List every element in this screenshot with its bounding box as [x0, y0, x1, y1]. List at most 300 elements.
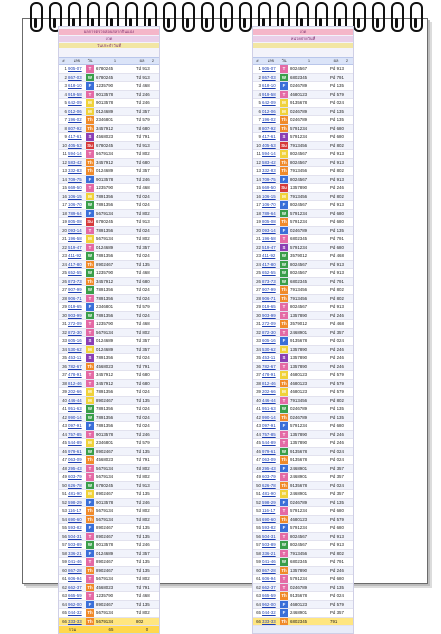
ticket-number-link[interactable]: 044-32 — [262, 610, 276, 615]
table-row — [59, 499, 159, 508]
table-row — [253, 133, 353, 142]
ticket-number-link[interactable]: 333-33 — [262, 618, 276, 624]
ticket-number-link[interactable]: 411-92 — [262, 253, 276, 258]
day-tag: F — [86, 601, 94, 609]
result-value: Pd 913 — [330, 542, 344, 547]
col-pin: เลข — [267, 58, 275, 63]
ticket-number-link[interactable]: 041-46 — [262, 559, 276, 564]
day-tag: S — [280, 354, 288, 362]
ticket-number-link[interactable]: 951-63 — [68, 406, 82, 411]
row-number: 4 — [258, 91, 261, 97]
row-number: 12 — [62, 159, 67, 165]
table-row — [253, 516, 353, 525]
ticket-number-link[interactable]: 690-60 — [68, 516, 82, 522]
result-code: 5791234 — [290, 210, 308, 216]
ticket-number-link[interactable]: 503-89 — [262, 542, 276, 547]
row-number: 63 — [256, 593, 261, 598]
day-tag: M — [280, 108, 288, 116]
result-value: Pd 246 — [330, 312, 344, 318]
day-tag: Th — [87, 363, 93, 369]
col-x: 2 — [151, 58, 155, 63]
ticket-number-link[interactable]: 598-29 — [262, 499, 276, 505]
result-code: 4680123 — [290, 389, 308, 394]
result-code: 9135678 — [290, 448, 308, 454]
ticket-number-link[interactable]: 519-47 — [68, 244, 82, 250]
ticket-number-link[interactable]: 196-02 — [68, 117, 82, 122]
ticket-number-link[interactable]: 789-64 — [262, 210, 276, 216]
ticket-number-link[interactable]: 665-59 — [68, 593, 82, 598]
row-number: 43 — [62, 423, 67, 428]
result-value: Td 135 — [136, 533, 150, 539]
row-number: 46 — [256, 448, 261, 454]
sheet-subtitle: หน่วยจ่ายวันที่ — [253, 36, 353, 42]
result-value: Td 913 — [136, 219, 150, 224]
ticket-number-link[interactable]: 805-08 — [68, 219, 82, 224]
result-code: 9013578 — [96, 431, 114, 437]
ticket-number-link[interactable]: 405-53 — [262, 142, 276, 148]
ticket-number-link[interactable]: 453-11 — [68, 355, 82, 360]
ticket-number-link[interactable]: 593-82 — [68, 525, 82, 530]
day-tag: F — [86, 210, 94, 218]
result-code: 1357890 — [290, 567, 308, 573]
ticket-number-link[interactable]: 012-06 — [262, 108, 276, 114]
result-value: Td 246 — [136, 499, 150, 505]
result-code: 7891356 — [96, 295, 114, 301]
ticket-number-link[interactable]: 990-14 — [68, 414, 82, 420]
ticket-number-link[interactable]: 446-44 — [262, 397, 276, 403]
result-code: 6780245 — [96, 66, 114, 71]
result-value: Td 802 — [136, 465, 150, 471]
day-tag: M — [86, 108, 94, 116]
result-value: Td 802 — [136, 210, 150, 216]
row-number: 15 — [62, 185, 67, 190]
result-value: Pd 680 — [330, 125, 344, 131]
ticket-number-link[interactable]: 544-89 — [262, 440, 276, 445]
result-value: Pd 135 — [330, 584, 344, 590]
result-code: 9135678 — [290, 100, 308, 105]
ticket-number-link[interactable]: 662-37 — [68, 584, 82, 590]
ticket-number-link[interactable]: 519-47 — [262, 244, 276, 250]
ticket-number-link[interactable]: 272-09 — [262, 321, 276, 326]
ticket-number-link[interactable]: 063-09 — [262, 457, 276, 462]
result-value: Td 802 — [136, 151, 150, 156]
result-code: 3457912 — [96, 125, 114, 131]
result-code: 6802345 — [290, 74, 308, 80]
result-value: Td 913 — [136, 142, 150, 148]
table-row — [59, 159, 159, 168]
ticket-number-link[interactable]: 044-32 — [68, 610, 82, 615]
ticket-number-link[interactable]: 478-91 — [68, 372, 82, 377]
ticket-number-link[interactable]: 446-44 — [68, 397, 82, 403]
result-code: 7913456 — [290, 397, 308, 403]
day-tag: W — [281, 278, 287, 284]
table-row — [253, 346, 353, 355]
result-value: Td 135 — [136, 448, 150, 454]
ticket-number-link[interactable]: 905-07 — [68, 66, 82, 71]
table-row — [253, 65, 353, 74]
day-tag: F — [280, 601, 288, 609]
result-code: 9013578 — [96, 100, 114, 105]
ticket-number-link[interactable]: 919-58 — [262, 91, 276, 97]
ticket-number-link[interactable]: 805-08 — [262, 219, 276, 224]
row-number: 60 — [256, 567, 261, 573]
ticket-number-link[interactable]: 603-79 — [262, 474, 276, 479]
day-tag: T — [86, 465, 94, 473]
day-tag: F — [280, 609, 288, 617]
ticket-number-link[interactable]: 405-53 — [68, 142, 82, 148]
result-value: Pd 802 — [330, 287, 344, 292]
ticket-number-link[interactable]: 478-91 — [262, 372, 276, 377]
ticket-number-link[interactable]: 202-66 — [68, 389, 82, 394]
ticket-number-link[interactable]: 295-43 — [262, 465, 276, 471]
table-row — [59, 99, 159, 108]
ticket-number-link[interactable]: 873-73 — [262, 278, 276, 284]
ticket-number-link[interactable]: 019-65 — [262, 304, 276, 309]
result-code: 5791234 — [290, 576, 308, 581]
row-number: 19 — [256, 219, 261, 224]
result-code: 5791234 — [290, 423, 308, 428]
result-value: Pd 579 — [330, 389, 344, 394]
result-value: Pd 913 — [330, 151, 344, 156]
ticket-number-link[interactable]: 503-89 — [68, 542, 82, 547]
ticket-number-link[interactable]: 665-59 — [262, 593, 276, 598]
day-tag: T — [280, 431, 288, 439]
row-number: 43 — [256, 423, 261, 428]
table-row — [59, 490, 159, 499]
day-tag: M — [280, 99, 288, 107]
ticket-number-link[interactable]: 867-28 — [68, 567, 82, 573]
row-number: 30 — [62, 312, 67, 318]
ticket-number-link[interactable]: 605-16 — [68, 338, 82, 343]
sheet-header — [59, 27, 159, 57]
result-code: 9013578 — [96, 499, 114, 505]
table-row — [253, 303, 353, 312]
binding-ring — [239, 2, 252, 32]
ticket-number-link[interactable]: 669-50 — [262, 185, 276, 190]
result-code: 8902467 — [96, 559, 114, 564]
day-tag: F — [280, 201, 288, 209]
day-tag: W — [87, 406, 93, 411]
day-tag: Th — [281, 516, 287, 522]
ticket-number-link[interactable]: 012-06 — [68, 108, 82, 114]
result-code: 7891356 — [96, 287, 114, 292]
ticket-number-link[interactable]: 196-58 — [262, 236, 276, 241]
row-number: 24 — [256, 261, 261, 267]
result-code: 7891356 — [96, 423, 114, 428]
ticket-number-link[interactable]: 709-75 — [68, 176, 82, 182]
table-row — [59, 295, 159, 304]
sheet-footer — [59, 626, 159, 633]
table-row — [253, 99, 353, 108]
result-code: 0246789 — [290, 117, 308, 122]
table-row — [253, 541, 353, 550]
day-tag: Th — [87, 516, 93, 522]
row-number: 16 — [62, 193, 67, 199]
row-number: 21 — [62, 236, 67, 241]
table-row — [59, 346, 159, 355]
ticket-number-link[interactable]: 919-58 — [68, 91, 82, 97]
ticket-number-link[interactable]: 106-70 — [262, 202, 276, 207]
ticket-number-link[interactable]: 757-85 — [262, 431, 276, 437]
result-value: Pd 135 — [330, 406, 344, 411]
result-value: Td 680 — [136, 125, 150, 131]
ticket-number-link[interactable]: 530-62 — [68, 346, 82, 352]
ticket-number-link[interactable]: 417-61 — [68, 134, 82, 139]
ticket-number-link[interactable]: 598-29 — [68, 499, 82, 505]
result-value: Td 135 — [136, 525, 150, 530]
ticket-number-link[interactable]: 642-09 — [68, 100, 82, 105]
ticket-number-link[interactable]: 093-14 — [262, 227, 276, 233]
ticket-number-link[interactable]: 453-11 — [262, 355, 276, 360]
table-row — [59, 218, 159, 227]
result-code: 5679134 — [96, 236, 114, 241]
ticket-number-link[interactable]: 626-78 — [68, 482, 82, 488]
ticket-number-link[interactable]: 504-31 — [68, 533, 82, 539]
ticket-number-link[interactable]: 332-83 — [68, 168, 82, 173]
day-tag: Th — [281, 168, 287, 173]
table-row — [253, 405, 353, 414]
result-rows — [59, 65, 159, 626]
table-row — [253, 176, 353, 185]
ticket-number-link[interactable]: 196-58 — [68, 236, 82, 241]
ticket-number-link[interactable]: 606-94 — [68, 576, 82, 581]
result-value: Pd 680 — [330, 134, 344, 139]
day-tag: W — [87, 253, 93, 258]
result-code: 8902467 — [96, 525, 114, 530]
ticket-number-link[interactable]: 196-02 — [262, 117, 276, 122]
sheet-footer — [253, 626, 353, 633]
ticket-number-link[interactable]: 873-73 — [68, 278, 82, 284]
col-price: ผล — [139, 58, 145, 63]
day-tag: W — [87, 312, 93, 318]
row-number: 10 — [62, 142, 67, 148]
table-row — [59, 184, 159, 193]
ticket-number-link[interactable]: 417-61 — [262, 134, 276, 139]
ticket-number-link[interactable]: 807-92 — [262, 125, 276, 131]
table-row — [59, 91, 159, 100]
ticket-number-link[interactable]: 782-67 — [262, 363, 276, 369]
ticket-number-link[interactable]: 951-63 — [262, 406, 276, 411]
ticket-number-link[interactable]: 906-71 — [68, 295, 82, 301]
ticket-number-link[interactable]: 544-89 — [68, 440, 82, 445]
ticket-number-link[interactable]: 202-66 — [262, 389, 276, 394]
row-number: 53 — [256, 508, 261, 513]
table-row — [59, 388, 159, 397]
row-number: 16 — [256, 193, 261, 199]
result-code: 4680123 — [290, 372, 308, 377]
day-tag: T — [86, 295, 94, 303]
day-tag: W — [87, 482, 93, 488]
ticket-number-link[interactable]: 662-37 — [262, 584, 276, 590]
ticket-number-link[interactable]: 903-99 — [68, 312, 82, 318]
row-number: 64 — [256, 601, 261, 607]
result-value: Pd 468 — [330, 253, 344, 258]
result-code: 4680123 — [290, 91, 308, 97]
row-number: 11 — [256, 151, 261, 156]
ticket-number-link[interactable]: 417-80 — [262, 261, 276, 267]
ticket-number-link[interactable]: 106-70 — [68, 202, 82, 207]
ticket-number-link[interactable]: 333-33 — [68, 618, 82, 624]
ticket-number-link[interactable]: 812-46 — [262, 380, 276, 386]
ticket-number-link[interactable]: 336-21 — [262, 550, 276, 556]
ticket-number-link[interactable]: 336-21 — [68, 550, 82, 556]
ticket-number-link[interactable]: 807-92 — [68, 125, 82, 131]
ticket-number-link[interactable]: 903-99 — [262, 312, 276, 318]
ticket-number-link[interactable]: 106-15 — [262, 193, 276, 199]
day-tag: T — [86, 533, 94, 541]
day-tag: T — [280, 397, 288, 405]
result-value: Td 357 — [136, 550, 150, 556]
result-value: Td 791 — [136, 457, 150, 462]
result-code: 0124689 — [96, 108, 114, 114]
result-code: 8902467 — [96, 601, 114, 607]
ticket-number-link[interactable]: 867-03 — [68, 74, 82, 80]
result-value: Td 913 — [136, 74, 150, 80]
ticket-number-link[interactable]: 332-83 — [262, 168, 276, 173]
ticket-number-link[interactable]: 652-55 — [262, 270, 276, 275]
day-tag: T — [86, 65, 94, 73]
ticket-number-link[interactable]: 504-31 — [262, 533, 276, 539]
row-number: 36 — [62, 363, 67, 369]
result-value: Pd 802 — [330, 193, 344, 199]
day-tag: Th — [281, 219, 287, 224]
ticket-number-link[interactable]: 642-09 — [262, 100, 276, 105]
day-tag: M — [280, 150, 288, 158]
ticket-number-link[interactable]: 606-94 — [262, 576, 276, 581]
result-value: Td 246 — [136, 91, 150, 97]
ticket-number-link[interactable]: 481-90 — [68, 491, 82, 496]
col-code: 1 — [307, 58, 311, 63]
ticket-number-link[interactable]: 019-65 — [68, 304, 82, 309]
result-value: Pd 024 — [330, 338, 344, 343]
result-value: Td 246 — [136, 100, 150, 105]
result-value: Td 024 — [136, 406, 150, 411]
ticket-number-link[interactable]: 812-46 — [68, 380, 82, 386]
table-row — [59, 286, 159, 295]
row-number: 44 — [62, 431, 67, 437]
table-row — [59, 618, 159, 627]
result-value: Pd 024 — [330, 457, 344, 462]
result-value: Pd 135 — [330, 227, 344, 233]
result-code: 4680123 — [290, 601, 308, 607]
table-row — [253, 380, 353, 389]
day-tag: M — [86, 397, 94, 405]
ticket-number-link[interactable]: 690-60 — [262, 516, 276, 522]
result-code: 5679134 — [96, 465, 114, 471]
ticket-number-link[interactable]: 605-16 — [262, 338, 276, 343]
ticket-number-link[interactable]: 872-30 — [262, 329, 276, 335]
ticket-number-link[interactable]: 411-92 — [68, 253, 82, 258]
day-tag: W — [281, 559, 287, 564]
col-no: # — [256, 58, 259, 63]
ticket-number-link[interactable]: 272-09 — [68, 321, 82, 326]
ticket-number-link[interactable]: 106-15 — [68, 193, 82, 199]
row-number: 26 — [62, 278, 67, 284]
result-value: Pd 246 — [330, 185, 344, 190]
row-number: 55 — [256, 525, 261, 530]
ticket-number-link[interactable]: 417-80 — [68, 261, 82, 267]
ticket-number-link[interactable]: 709-75 — [262, 176, 276, 182]
row-number: 57 — [256, 542, 261, 547]
result-value: Td 468 — [136, 270, 150, 275]
ticket-number-link[interactable]: 481-90 — [262, 491, 276, 496]
ticket-number-link[interactable]: 979-61 — [262, 448, 276, 454]
result-code: 4568023 — [96, 457, 114, 462]
result-value: Pd 913 — [330, 202, 344, 207]
ticket-number-link[interactable]: 906-71 — [262, 295, 276, 301]
result-code: 8902467 — [96, 491, 114, 496]
ticket-number-link[interactable]: 757-85 — [68, 431, 82, 437]
ticket-number-link[interactable]: 593-82 — [262, 525, 276, 530]
result-code: 0246789 — [290, 227, 308, 233]
table-row — [59, 567, 159, 576]
result-code: 5679134 — [96, 474, 114, 479]
result-code: 0246789 — [290, 584, 308, 590]
ticket-number-link[interactable]: 097-91 — [68, 423, 82, 428]
ticket-number-link[interactable]: 990-14 — [262, 414, 276, 420]
ticket-number-link[interactable]: 116-17 — [68, 508, 82, 513]
ticket-number-link[interactable]: 962-00 — [262, 601, 276, 607]
ticket-number-link[interactable]: 907-99 — [262, 287, 276, 292]
day-tag: T — [86, 244, 94, 252]
ticket-number-link[interactable]: 063-09 — [68, 457, 82, 462]
ticket-number-link[interactable]: 295-43 — [68, 465, 82, 471]
ticket-number-link[interactable]: 907-99 — [68, 287, 82, 292]
day-tag: M — [86, 99, 94, 107]
result-value: Td 135 — [136, 261, 150, 267]
binding-ring — [30, 2, 43, 32]
ticket-number-link[interactable]: 594-14 — [68, 151, 82, 156]
ticket-number-link[interactable]: 867-03 — [262, 74, 276, 80]
ticket-number-link[interactable]: 603-79 — [68, 474, 82, 479]
ticket-number-link[interactable]: 652-55 — [68, 270, 82, 275]
row-number: 5 — [258, 100, 261, 105]
day-tag: W — [281, 448, 287, 454]
result-value: Td 468 — [136, 593, 150, 598]
ticket-number-link[interactable]: 041-46 — [68, 559, 82, 564]
ticket-number-link[interactable]: 789-64 — [68, 210, 82, 216]
ticket-number-link[interactable]: 872-30 — [68, 329, 82, 335]
result-value: Td 802 — [136, 610, 150, 615]
day-tag: W — [87, 542, 93, 547]
ticket-number-link[interactable]: 618-10 — [262, 83, 276, 88]
ticket-number-link[interactable]: 626-78 — [262, 482, 276, 488]
row-number: 34 — [62, 346, 67, 352]
result-value: Pd 579 — [330, 380, 344, 386]
ticket-number-link[interactable]: 669-50 — [68, 185, 82, 190]
ticket-number-link[interactable]: 583-42 — [262, 159, 276, 165]
ticket-number-link[interactable]: 594-14 — [262, 151, 276, 156]
ticket-number-link[interactable]: 979-61 — [68, 448, 82, 454]
ticket-number-link[interactable]: 782-67 — [68, 363, 82, 369]
ticket-number-link[interactable]: 116-17 — [262, 508, 276, 513]
ticket-number-link[interactable]: 093-14 — [68, 227, 82, 233]
ticket-number-link[interactable]: 530-62 — [262, 346, 276, 352]
ticket-number-link[interactable]: 867-28 — [262, 567, 276, 573]
ticket-number-link[interactable]: 618-10 — [68, 83, 82, 88]
table-row — [253, 261, 353, 270]
day-tag: Th — [87, 567, 93, 573]
result-code: 8024567 — [290, 159, 308, 165]
day-tag: Th — [281, 287, 287, 292]
ticket-number-link[interactable]: 905-07 — [262, 66, 276, 71]
result-code: 6802345 — [290, 618, 308, 624]
ticket-number-link[interactable]: 583-42 — [68, 159, 82, 165]
ticket-number-link[interactable]: 962-00 — [68, 601, 82, 607]
row-number: 37 — [256, 372, 261, 377]
ticket-number-link[interactable]: 097-91 — [262, 423, 276, 428]
day-tag: F — [280, 499, 288, 507]
